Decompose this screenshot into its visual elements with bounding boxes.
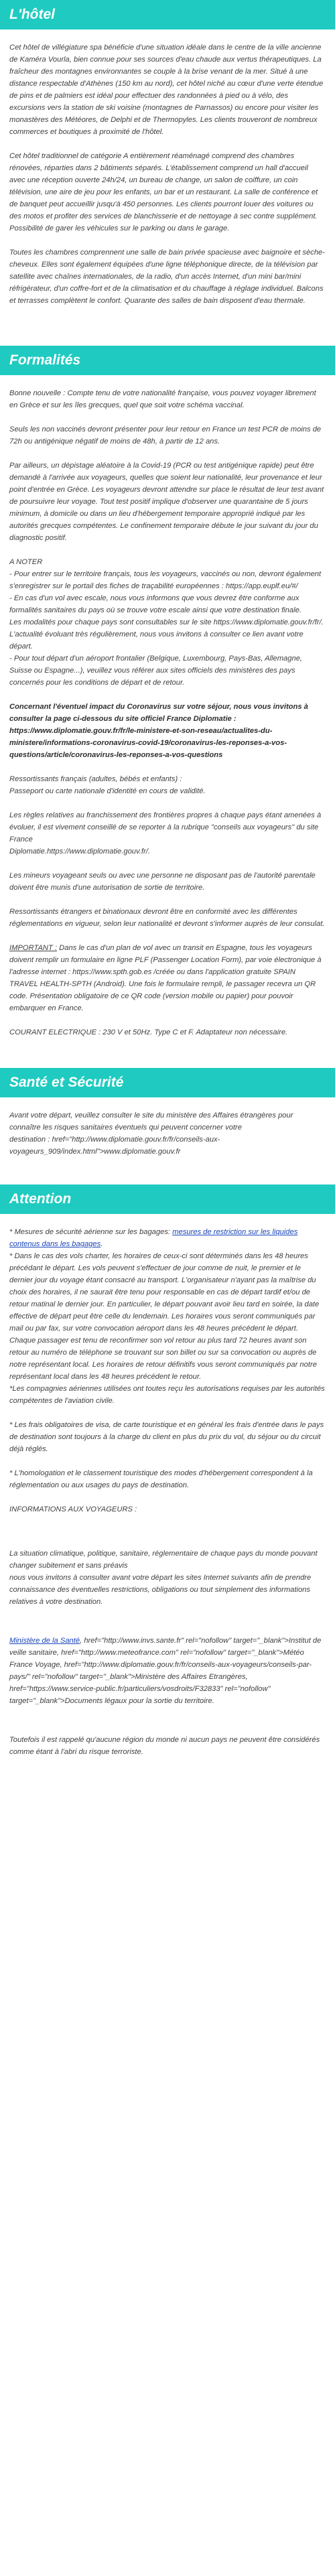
health-ministry-link[interactable]: Ministère de la Santé <box>9 1637 80 1645</box>
formalites-unvaccinated: Seuls les non vaccinés devront présenter pour leur retour en France un test PCR de moins de 72h ou antigénique négatif de moins de 48h, à partir de 12 ans. <box>9 425 322 446</box>
sante-section <box>0 1068 335 1158</box>
hotel-paragraph-location: Cet hôtel de villégiature spa bénéficie d'une situation idéale dans le centre de la ville ancienne de Kaméra Vourla, bien connue pour ses sources d'eau chaude aux vertus thérapeutiques. La fraîcheur des montagnes environnantes se couple à la brise venant de la mer. Situé à une distance respectable d'Athènes (150 km au nord), cet hôtel niché au cœur d'une verte étendue de pins et de palmiers est idéal pour effectuer des randonnées à pied ou à vélo, des excursions vers la station de ski voisine (montagnes de Parnassos) ou encore pour visiter les monastères des Météores, de Delphi et de Thermopyles. Les clients trouveront de nombreux commerces et boutiques à proximité de l'hôtel. <box>9 44 324 136</box>
attention-security-measures <box>9 1226 326 1407</box>
attention-visa-fees: * Les frais obligatoires de visa, de carte touristique et en général les frais d'entrée dans le pays de destination sont toujours à la charge du client en plus du prix du vol, du séjour ou du circuit déjà réglés. <box>9 1421 324 1453</box>
hotel-paragraph-rooms: Toutes les chambres comprennent une salle de bain privée spacieuse avec baignoire et sèche-cheveux. Elles sont également équipées d'une ligne téléphonique directe, de la télévision par satellite avec chaînes internationales, de la radio, d'un accès Internet, d'un mini bar/mini réfrigérateur, d'un coffre-fort et de la climatisation et du chauffage à réglage individuel. Balcons et terrasses complètent le confort. Quarante des salles de bain disposent d'eau thermale. <box>9 249 325 305</box>
attention-useful-links <box>9 1635 326 1707</box>
hotel-paragraph-facilities: Cet hôtel traditionnel de catégorie A entièrement réaménagé comprend des chambres rénovées, réparties dans 2 bâtiments séparés. L'établissement comprend un hall d'accueil avec une réception ouverte 24h/24, un bureau de change, un salon de coiffure, un coin télévision, une aire de jeu pour les enfants, un bar et un restaurant. La salle de conférence et de banquet peut accueillir jusqu'à 450 personnes. Les clients pourront louer des voitures ou des motos et profiter des services de blanchisserie et de nettoyage à sec contre supplément. Possibilité de garer les véhicules sur le parking ou dans le garage. <box>9 152 318 232</box>
sante-paragraph: Avant votre départ, veuillez consulter le site du ministère des Affaires étrangères pour connaître les risques sanitaires éventuels qui peuvent concerner votre destination : href="http://www.diplomatie.gouv.fr/fr/conseils-aux-voyageurs_909/index.html">www.diplomatie.gouv.fr <box>9 1111 293 1156</box>
important-text: Dans le cas d'un plan de vol avec un transit en Espagne, tous les voyageurs doivent remplir un formulaire en ligne PLF (Passenger Location Form), par voie électronique à l'adresse internet : https://www.spth.gob.es /créée ou dans l'application gratuite SPAIN TRAVEL HEALTH-SPTH (Android). Une fois le formulaire rempli, le passager recevra un QR code. Présentation obligatoire de ce QR code (version mobile ou papier) pour pouvoir embarquer en France. <box>9 944 322 1012</box>
attention-situation: La situation climatique, politique, sanitaire, réglementaire de chaque pays du monde pouvant changer subitement et sans préavis nous vous invitons à consulter avant votre départ les sites Internet suivants afin de prendre connaissance des éventuelles restrictions, obligations ou tout simplement des informations relatives à votre destination. <box>9 1550 318 1606</box>
formalites-foreign-nationals: Ressortissants étrangers et binationaux devront être en conformité avec les différentes réglementations en vigueur, selon leur nationalité et devront s'informer auprès de leur consulat. <box>9 908 325 928</box>
formalites-border-rules: Les règles relatives au franchissement des frontières propres à chaque pays étant amenées à évoluer, il est vivement conseillé de se reporter à la rubrique "conseils aux voyageurs" du site France Diplomatie.https://www.diplomatie.gouv.fr/. <box>9 811 322 856</box>
formalites-important <box>9 942 326 1014</box>
attention-section <box>0 1184 335 1758</box>
useful-links-text: , href="http://www.invs.sante.fr" rel="nofollow" target="_blank">Institut de veille sanitaire, href="http://www.meteofrance.com" rel="nofollow" target="_blank">Météo France Voyage, href="http://www.diplomatie.gouv.fr/fr/conseils-aux-voyageurs/conseils-par-pays/" rel="nofollow" target="_blank">Ministère des Affaires Etrangères, href="https://www.service-public.fr/particuliers/vosdroits/F32833" rel="nofollow" target="_blank">Documents légaux pour la sortie du territoire. <box>9 1637 322 1705</box>
attention-homologation: * L'homologation et le classement touristique des modes d'hébergement correspondent à la réglementation ou aux usages du pays de destination. <box>9 1469 313 1489</box>
formalites-coronavirus-impact: Concernant l'éventuel impact du Coronavirus sur votre séjour, nous vous invitons à consulter la page ci-dessous du site officiel France Diplomatie : https://www.diplomatie.gouv.fr/fr/le-ministere-et-son-reseau/actualites-du-ministere/informations-coronavirus-covid-19/coronavirus-les-reponses-a-vos-questions/article/coronavirus-les-reponses-a-vos-questions <box>9 703 308 759</box>
formalites-heading: Formalités <box>0 346 335 375</box>
security-measures-text: . * Dans le cas des vols charter, les horaires de ceux-ci sont déterminés dans les 48 heures précédant le départ. Les vols peuvent s'effectuer de jour comme de nuit, le premier et le dernier jour du voyage étant consacré au transport. L'organisateur n'ayant pas la maîtrise du choix des horaires, il ne saurait être tenu pour responsable en cas de départ tardif et/ou de retour matinal le dernier jour. En particulier, le départ pouvant avoir lieu tard en soirée, la date effective de départ peut être celle du lendemain. Les horaires vous seront communiqués par mail ou par fax, sur votre convocation aéroport dans les 48 heures précédent le départ. Chaque passager est tenu de reconfirmer son vol retour au plus tard 72 heures avant son retour au numéro de téléphone se trouvant sur son billet ou sur sa convocation ou auprès de notre représentant local. Les horaires de retour définitifs vous seront communiqués par notre représentant local dans les 48 heures précédent le retour. *Les compagnies aériennes utilisées ont toutes reçu les autorisations requises par les autorités compétentes de l'aviation civile. <box>9 1240 325 1405</box>
formalites-electric-current: COURANT ELECTRIQUE : 230 V et 50Hz. Type C et F. Adaptateur non nécessaire. <box>9 1028 288 1036</box>
formalites-section <box>0 346 335 1038</box>
liquids-restriction-link[interactable]: mesures de restriction sur les liquides contenus dans les bagages <box>9 1228 298 1248</box>
attention-info-heading: INFORMATIONS AUX VOYAGEURS : <box>9 1505 137 1513</box>
attention-terrorism: Toutefois il est rappelé qu'aucune région du monde ni aucun pays ne peuvent être considérés comme étant à l'abri du risque terroriste. <box>9 1736 320 1756</box>
hotel-heading: L'hôtel <box>0 0 335 29</box>
sante-heading: Santé et Sécurité <box>0 1068 335 1097</box>
important-label: IMPORTANT : <box>9 944 58 952</box>
formalites-minors: Les mineurs voyageant seuls ou avec une personne ne disposant pas de l'autorité parentale doivent être munis d'une autorisation de sortie de territoire. <box>9 872 316 892</box>
formalites-random-testing: Par ailleurs, un dépistage aléatoire à la Covid-19 (PCR ou test antigénique rapide) peut être demandé à l'arrivée aux voyageurs, quelles que soient leur nationalité, leur provenance et leur point d'entrée en Grèce. Les voyageurs devront attendre sur place le résultat de leur test avant de poursuivre leur voyage. Tout test positif implique d'observer une quarantaine de 5 jours minimum, à domicile ou dans un lieu d'hébergement temporaire approprié indiqué par les autorités grecques compétentes. Le confinement temporaire débute le jour suivant du jour du diagnostic positif. <box>9 462 324 542</box>
formalites-note: A NOTER - Pour entrer sur le territoire français, tous les voyageurs, vaccinés ou non, devront également s'enregistrer sur le portail des fiches de traçabilité européennes : https://app.euplf.eu/#/ - En cas d'un vol avec escale, nous vous informons que vous devrez être conforme aux formalités sanitaires du pays où se trouve votre escale ainsi que votre destination finale. Les modalités pour chaque pays sont consultables sur le site https://www.diplomatie.gouv.fr/fr/. L'actualité évoluant très régulièrement, nous vous invitons à consulter ce lien avant votre départ. - Pour tout départ d'un aéroport frontalier (Belgique, Luxembourg, Pays-Bas, Allemagne, Suisse ou Espagne...), veuillez vous référer aux sites officiels des ministères des pays concernés pour les conditions de départ et de retour. <box>9 558 324 687</box>
hotel-section <box>0 0 335 307</box>
formalites-french-nationals: Ressortissants français (adultes, bébés et enfants) : Passeport ou carte nationale d'identité en cours de validité. <box>9 775 206 795</box>
formalites-good-news: Bonne nouvelle : Compte tenu de votre nationalité française, vous pouvez voyager librement en Grèce et sur les îles grecques, quel que soit votre schéma vaccinal. <box>9 389 316 409</box>
attention-heading: Attention <box>0 1184 335 1214</box>
security-measures-lead: * Mesures de sécurité aérienne sur les bagages: <box>9 1228 173 1236</box>
